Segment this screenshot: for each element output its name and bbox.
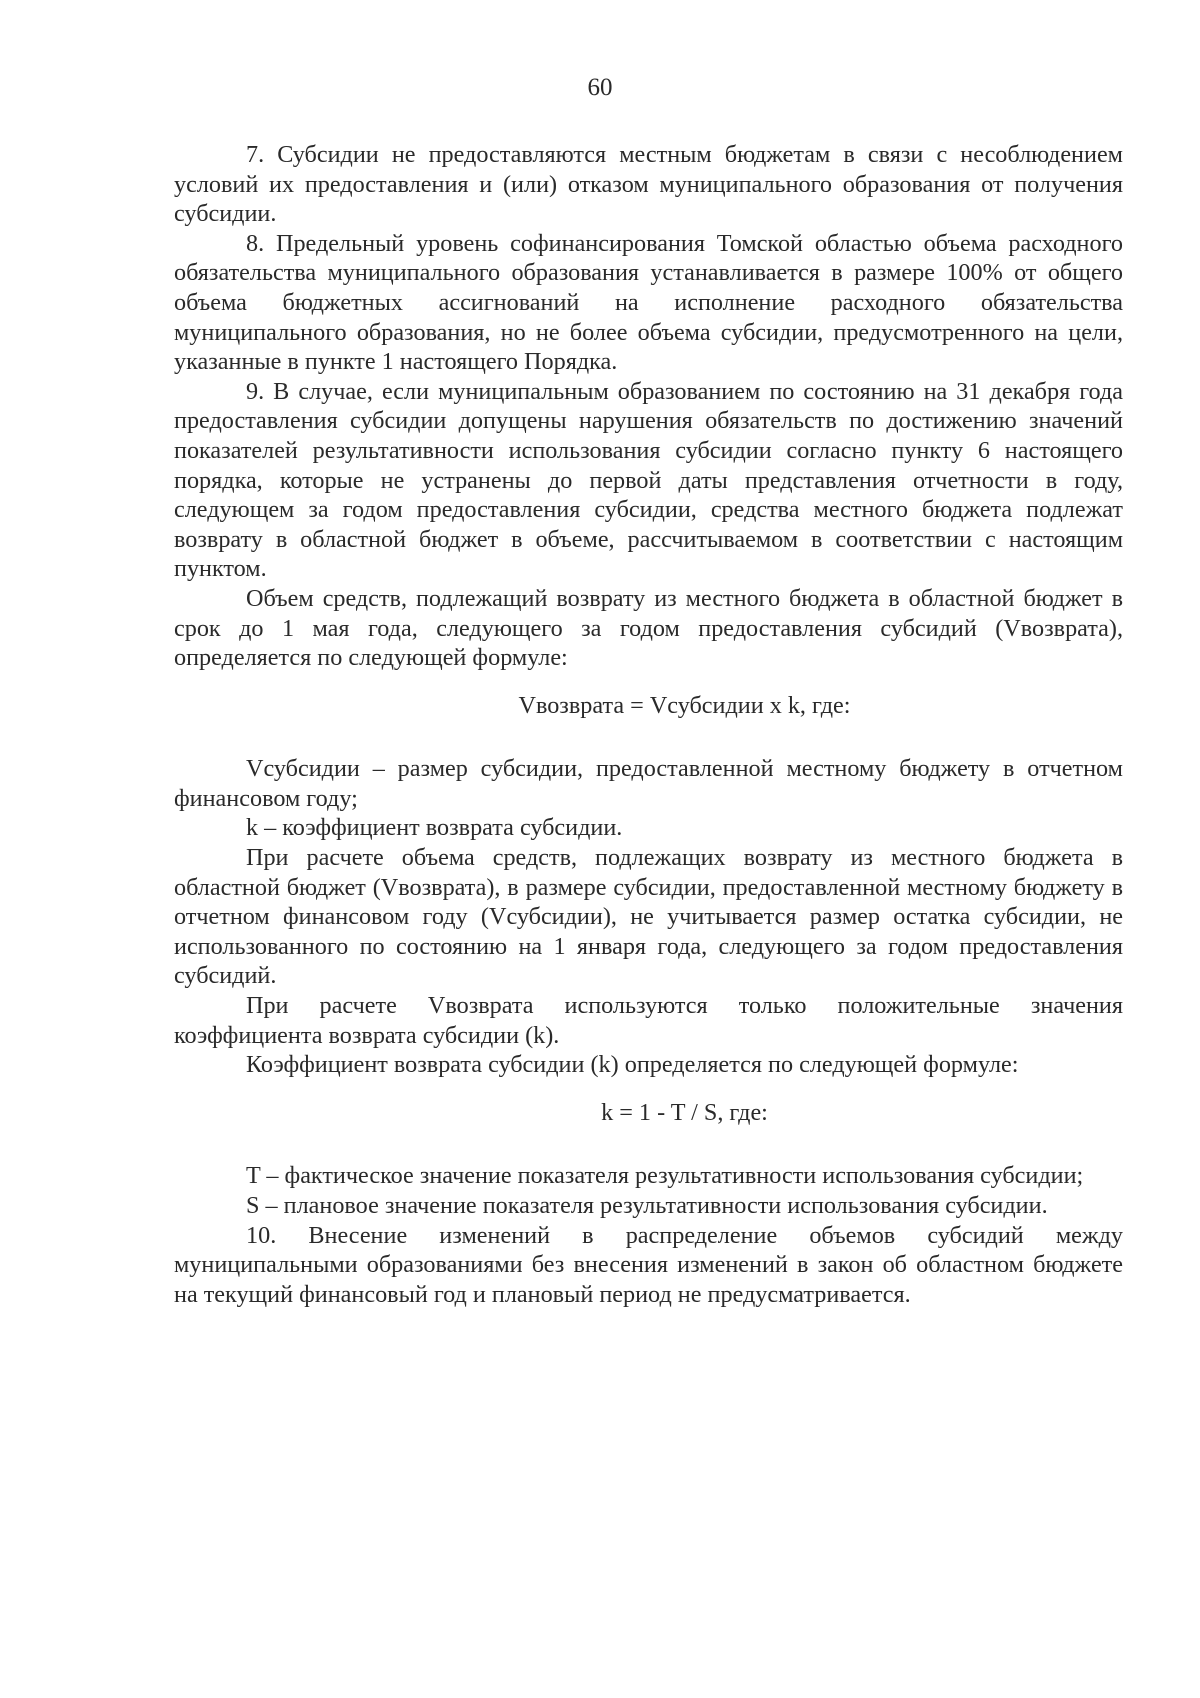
paragraph-7: 7. Субсидии не предоставляются местным бюджетам в связи с несоблюдением условий их предоставления и (или) отказом муниципального образования от получения субсидии. <box>174 141 1123 228</box>
page-number: 60 <box>587 74 613 101</box>
paragraph-positive-values: При расчете Vвозврата используются только положительные значения коэффициента возврата субсидии (k). <box>174 992 1123 1049</box>
paragraph-9: 9. В случае, если муниципальным образованием по состоянию на 31 декабря года предоставления субсидии допущены нарушения обязательств по достижению значений показателей результативности использования субсидии согласно пункту 6 настоящего порядка, которые не устранены до первой даты представления отчетности в году, следующем за годом предоставления субсидии, средства местного бюджета подлежат возврату в областной бюджет в объеме, рассчитываемом в соответствии с настоящим пунктом. <box>174 377 1123 583</box>
paragraph-k-intro: Коэффициент возврата субсидии (k) определяется по следующей формуле: <box>246 1051 1019 1079</box>
paragraph-return-volume: Объем средств, подлежащий возврату из местного бюджета в областной бюджет в срок до 1 мая года, следующего за годом предоставления субсидий (Vвозврата), определяется по следующей формуле: <box>174 584 1123 672</box>
formula-k: k = 1 - T / S, где: <box>601 1098 768 1126</box>
document-body <box>174 140 1123 1309</box>
formula-return-volume: Vвозврата = Vсубсидии x k, где: <box>518 691 851 719</box>
paragraph-10: 10. Внесение изменений в распределение объемов субсидий между муниципальными образованиями без внесения изменений в закон об областном бюджете на текущий финансовый год и плановый период не предусматривается. <box>174 1221 1123 1308</box>
paragraph-8: 8. Предельный уровень софинансирования Томской областью объема расходного обязательства муниципального образования устанавливается в размере 100% от общего объема бюджетных ассигнований на исполнение расходного обязательства муниципального образования, но не более объема субсидии, предусмотренного на цели, указанные в пункте 1 настоящего Порядка. <box>174 229 1123 376</box>
definition-s: S – плановое значение показателя результативности использования субсидии. <box>246 1192 1048 1219</box>
definition-t: T – фактическое значение показателя результативности использования субсидии; <box>246 1162 1084 1190</box>
definition-k: k – коэффициент возврата субсидии. <box>246 814 623 842</box>
paragraph-calculation-note: При расчете объема средств, подлежащих возврату из местного бюджета в областной бюджет (Vвозврата), в размере субсидии, предоставленной местному бюджету в отчетном финансовом году (Vсубсидии), не учитывается размер остатка субсидии, не использованного по состоянию на 1 января года, следующего за годом предоставления субсидий. <box>174 844 1123 990</box>
definition-vsubsidy: Vсубсидии – размер субсидии, предоставленной местному бюджету в отчетном финансовом году; <box>174 755 1123 812</box>
